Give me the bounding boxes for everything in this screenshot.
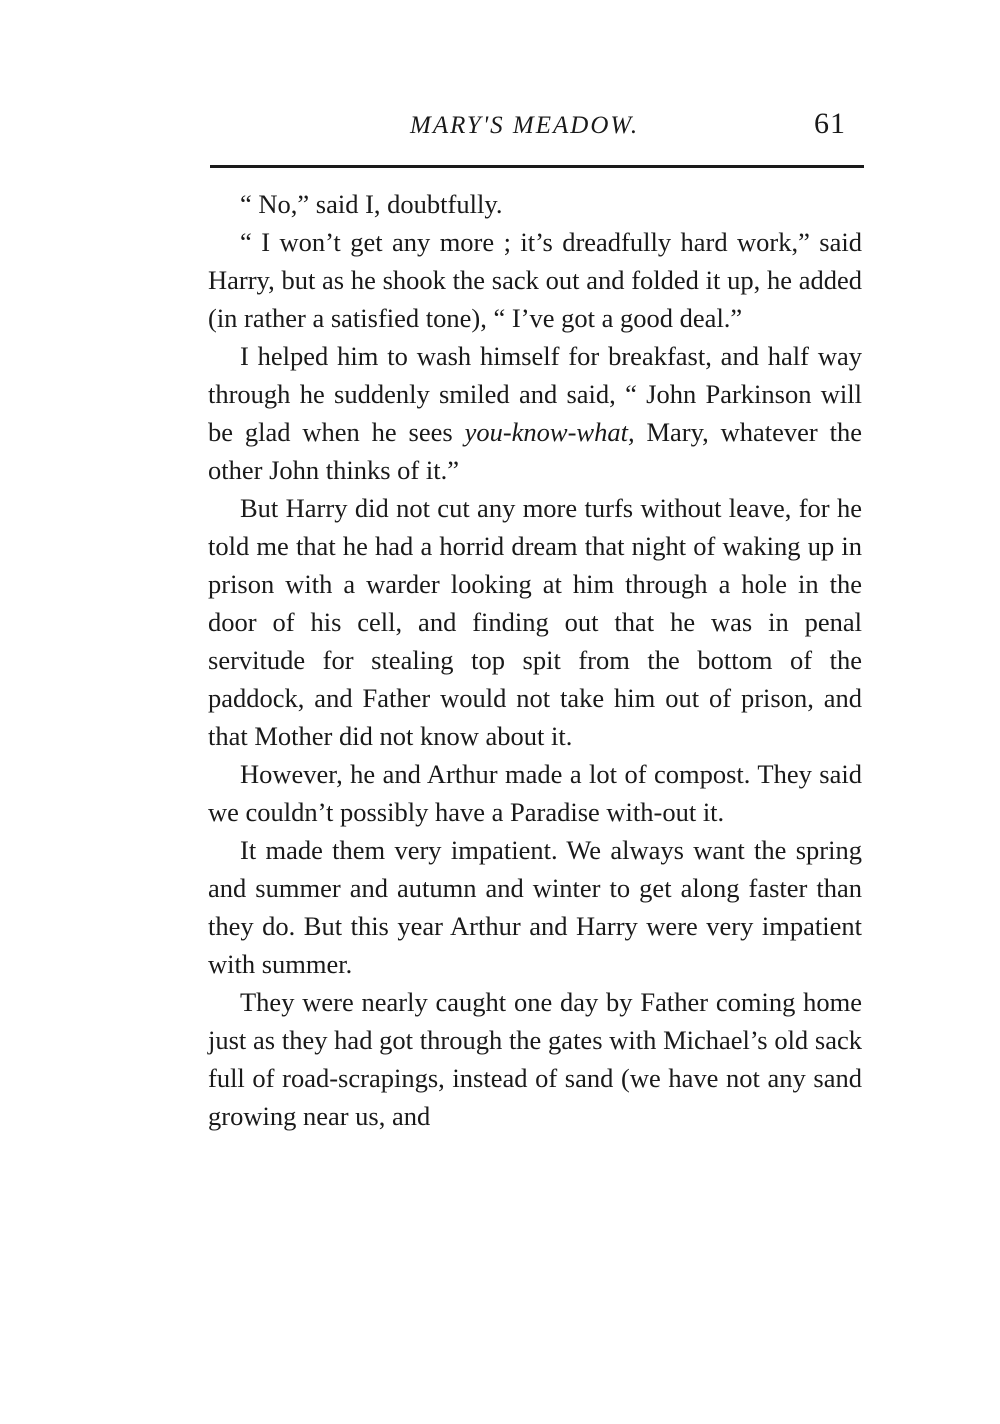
running-title: MARY'S MEADOW. [410,112,640,139]
paragraph-5: However, he and Arthur made a lot of compost. They said we couldn’t possibly have a Paradise with-out it. [208,759,862,827]
paragraph-4: But Harry did not cut any more turfs without leave, for he told me that he had a horrid dream that night of waking up in prison with a warder looking at him through a hole in the door of his cell, and finding out that he was in penal servitude for stealing top spit from the bottom of the paddock, and Father would not take him out of prison, and that Mother did not know about it. [208,493,862,751]
paragraph-3 [208,337,862,489]
paragraph-1: “ No,” said I, doubtfully. [240,189,503,219]
paragraph-3-text-after: Mary, whatever the other John thinks of it.” [208,417,862,485]
paragraph-3-text-before: I helped him to wash himself for breakfast, and half way through he suddenly smiled and said, “ John Parkinson will be glad when he sees [208,341,862,447]
paragraph-2: “ I won’t get any more ; it’s dreadfully hard work,” said Harry, but as he shook the sack out and folded it up, he added (in rather a satisfied tone), “ I’ve got a good deal.” [208,227,862,333]
paragraph-7: They were nearly caught one day by Father coming home just as they had got through the gates with Michael’s old sack full of road-scrapings, instead of sand (we have not any sand growing near us, and [208,987,862,1131]
paragraph-3-italic-phrase: you-know-what, [464,417,635,447]
paragraph-6: It made them very impatient. We always want the spring and summer and autumn and winter to get along faster than they do. But this year Arthur and Harry were very impatient with summer. [208,835,862,979]
body-text [208,185,862,1135]
page-number: 61 [814,107,846,140]
header-rule [210,165,864,168]
